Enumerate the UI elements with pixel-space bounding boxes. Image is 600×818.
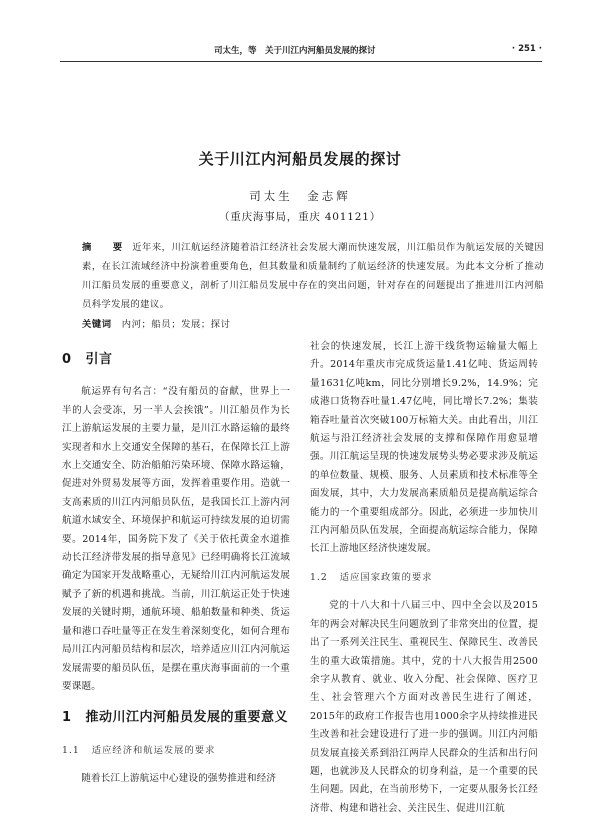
subsection-number: 1.1 — [62, 744, 80, 756]
subsection-heading-1-1 — [62, 742, 290, 760]
abstract-label: 摘 要 — [82, 242, 129, 253]
intro-paragraph: 航运界有句名言：“没有船员的奋献，世界上一半的人会受冻，另一半人会挨饿”。川江船员作为长江上游航运发展的主要力量，是川江水路运输的最终实现者和水上交通安全保障的基石，在保障长江上游水上交通安全、防治船舶污染环境、保障水路运输，促进对外贸易发展等方面，发挥着重要作用。造就一支高素质的川江内河船员队伍，是我国长江上游内河航道水域安全、环境保护和航运可持续发展的迫切需要。2014年，国务院下发了《关于依托黄金水道推动长江经济带发展的指导意见》已经明确将长江流域确定为国家开发战略重心，无疑给川江内河航运发展赋予了新的机遇和挑战。当前，川江航运正处于快速发展的关键时期，通航环境、船舶数量和种类、货运量和港口吞吐量等正在发生着深刻变化，如何合理布局川江内河船员结构和层次，培养适应川江内河航运发展需要的船员队伍，是摆在重庆海事面前的一个重要课题。 — [62, 386, 290, 692]
subsection-title: 适应经济和航运发展的要求 — [91, 744, 216, 756]
running-head — [0, 44, 600, 58]
subsection-number: 1.2 — [310, 571, 328, 583]
paragraph-1-2: 党的十八大和十八届三中、四中全会以及2015年的两会对解决民生问题放到了非常突出的位置，提出了一系列关注民生、重视民生、保障民生、改善民生的重大政策措施。其中，党的十八大报告用2500余字从教育、就业、收入分配、社会保障、医疗卫生、社会管理六个方面对改善民生进行了阐述，2015年的政府工作报告也用1000余字从持续推进民生改善和社会建设进行了进一步的强调。川江内河船员发展直接关系到沿江两岸人民群众的生活和出行问题，也就涉及人民群众的切身利益，是一个重要的民生问题。因此，在当前形势下，一定要从服务长江经济带、构建和谐社会、关注民生、促进川江航 — [310, 600, 538, 814]
keywords — [82, 316, 544, 330]
section-title: 推动川江内河船员发展的重要意义 — [85, 710, 289, 726]
section-heading-intro — [62, 351, 290, 369]
paper-title: 关于川江内河船员发展的探讨 — [198, 150, 402, 168]
running-head-title: 司太生，等 关于川江内河船员发展的探讨 — [214, 46, 376, 56]
abstract — [82, 238, 544, 314]
page-number: · 251 · — [511, 44, 542, 54]
paragraph-continued: 社会的快速发展，长江上游干线货物运输量大幅上升。2014年重庆市完成货运量1.41亿吨、货运周转量1631亿吨km，同比分别增长9.2%，14.9%；完成港口货物吞吐量1.47亿吨，同比增长7.2%；集装箱吞吐量首次突破100万标箱大关。由此看出，川江航运与沿江经济社会发展的支撑和保障作用愈显增强。川江航运呈现的快速发展势头势必要求涉及航运的单位数量、规模、服务、人员素质和技术标准等全面发展，其中，大力发展高素质船员是提高航运综合能力的一个重要组成部分。因此，必须进一步加快川江内河船员队伍发展，全面提高航运综合能力，保障长江上游地区经济快速发展。 — [310, 341, 538, 555]
keywords-text: 内河；船员；发展；探讨 — [121, 319, 231, 330]
keywords-label: 关键词 — [82, 319, 112, 330]
right-column — [310, 338, 538, 818]
subsection-title: 适应国家政策的要求 — [339, 571, 433, 583]
section-title: 引言 — [85, 352, 113, 367]
header-rule — [60, 61, 542, 62]
section-number: 0 — [62, 352, 72, 367]
paragraph-1-1: 随着长江上游航运中心建设的强势推进和经济 — [81, 773, 277, 785]
abstract-text: 近年来，川江航运经济随着沿江经济社会发展大潮而快速发展，川江船员作为航运发展的关键因素，在长江流域经济中扮演着重要角色，但其数量和质量制约了航运经济的快速发展。为此本文分析了推动川江船员发展的重要意义，剖析了川江船员发展中存在的突出问题，针对存在的问题提出了推进川江内河船员科学发展的建议。 — [82, 242, 544, 310]
authors: 司太生 金志辉 — [249, 189, 351, 203]
section-number: 1 — [62, 710, 72, 726]
left-column — [62, 338, 290, 789]
affiliation: （重庆海事局，重庆 401121） — [218, 211, 382, 223]
subsection-heading-1-2 — [310, 569, 538, 587]
section-heading-1 — [62, 709, 290, 727]
